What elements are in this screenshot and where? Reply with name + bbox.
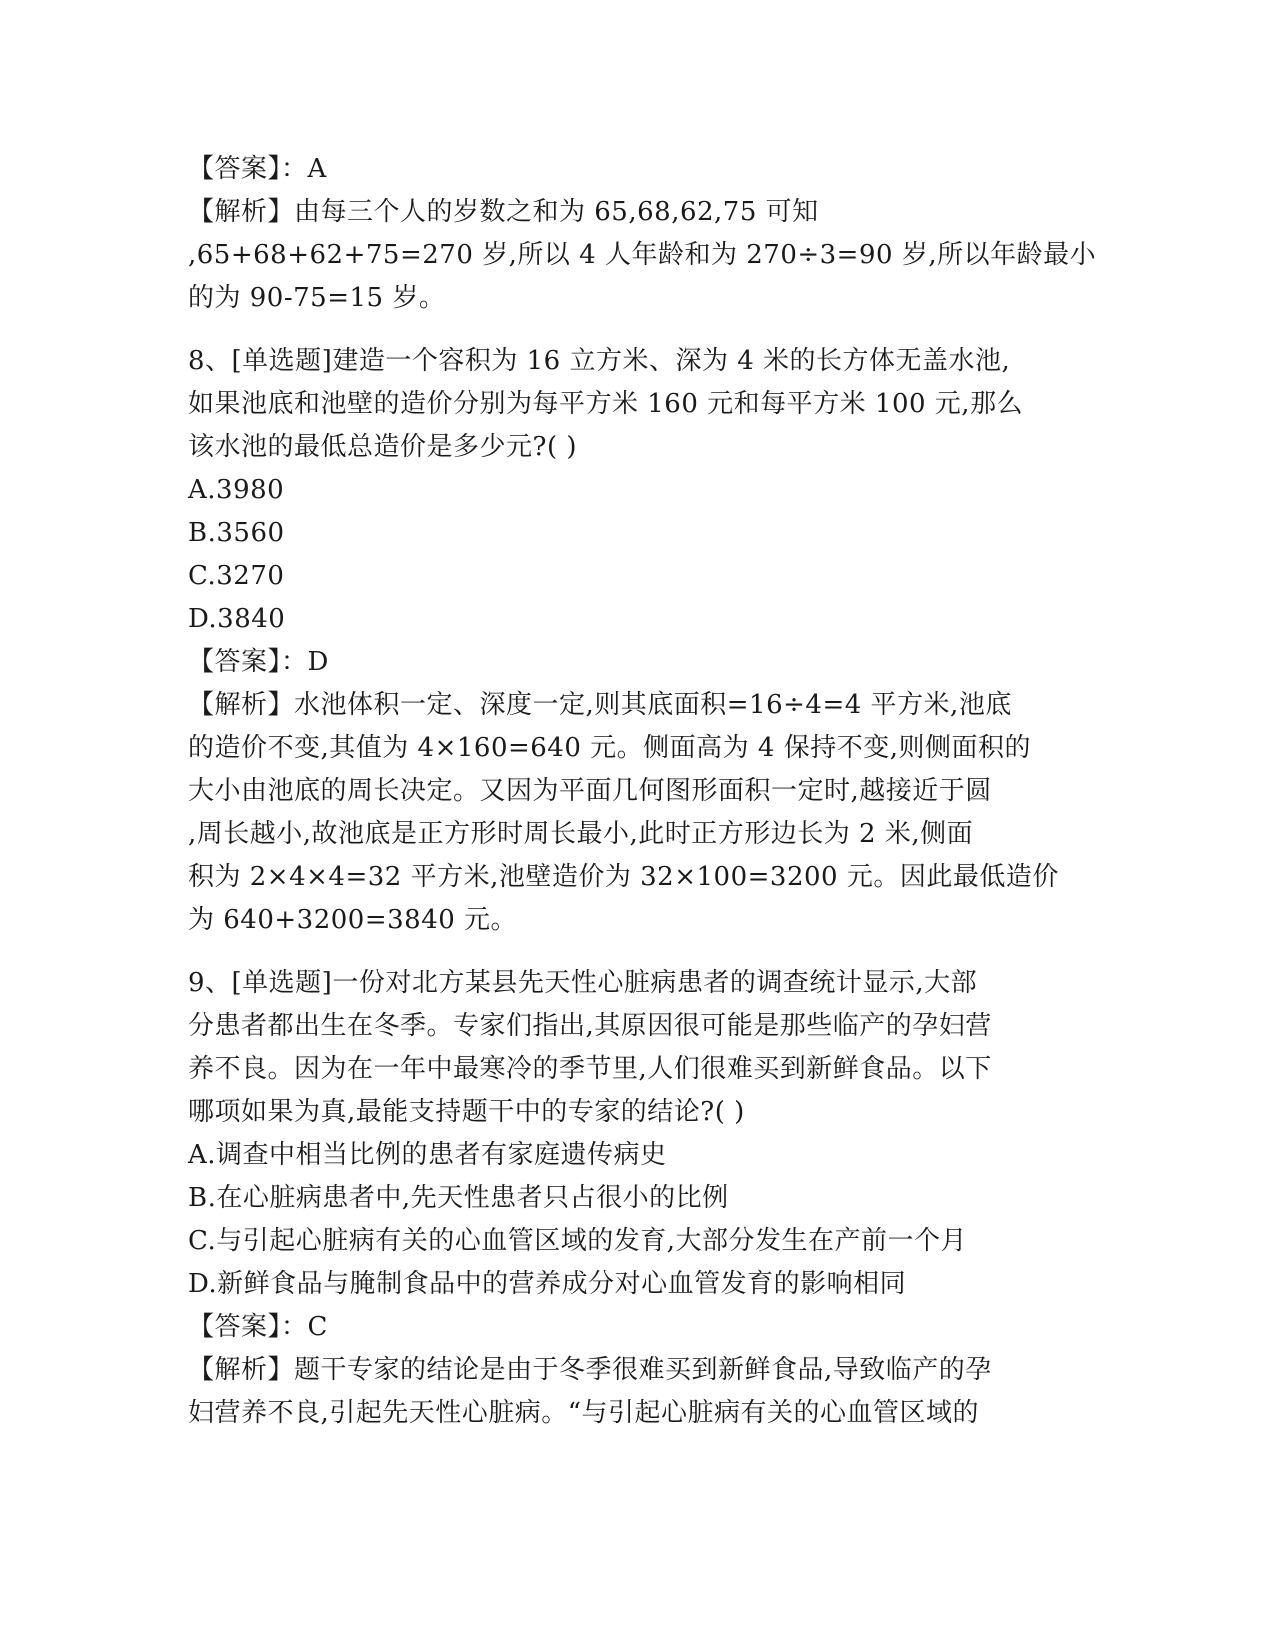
explanation-line: 大小由池底的周长决定。又因为平面几何图形面积一定时,越接近于圆 bbox=[188, 776, 992, 806]
explanation-line: ,周长越小,故池底是正方形时周长最小,此时正方形边长为 2 米,侧面 bbox=[188, 819, 974, 849]
question-line: 分患者都出生在冬季。专家们指出,其原因很可能是那些临产的孕妇营 bbox=[188, 1011, 992, 1041]
explanation-line: 的造价不变,其值为 4×160=640 元。侧面高为 4 保持不变,则侧面积的 bbox=[188, 733, 1031, 763]
question-line: 哪项如果为真,最能支持题干中的专家的结论?( ) bbox=[188, 1097, 745, 1127]
explanation-line: 【解析】水池体积一定、深度一定,则其底面积=16÷4=4 平方米,池底 bbox=[188, 690, 1012, 720]
q9-answer: 【答案】：C bbox=[188, 1312, 328, 1342]
option-b: B.3560 bbox=[188, 518, 285, 548]
q9-explanation bbox=[188, 1349, 1088, 1435]
question-line: 9、[单选题]一份对北方某县先天性心脏病患者的调查统计显示,大部 bbox=[188, 968, 978, 998]
option-b: B.在心脏病患者中,先天性患者只占很小的比例 bbox=[188, 1183, 729, 1213]
question-line: 如果池底和池壁的造价分别为每平方米 160 元和每平方米 100 元,那么 bbox=[188, 389, 1024, 419]
q8-question bbox=[188, 340, 1088, 469]
q8-options bbox=[188, 469, 1088, 641]
explanation-line: 为 640+3200=3840 元。 bbox=[188, 905, 518, 935]
question-line: 养不良。因为在一年中最寒冷的季节里,人们很难买到新鲜食品。以下 bbox=[188, 1054, 992, 1084]
explanation-line: 妇营养不良,引起先天性心脏病。“与引起心脏病有关的心血管区域的 bbox=[188, 1398, 980, 1428]
q7-answer: 【答案】：A bbox=[188, 154, 327, 184]
document-page bbox=[188, 148, 1097, 1435]
explanation-line: 【解析】题干专家的结论是由于冬季很难买到新鲜食品,导致临产的孕 bbox=[188, 1355, 992, 1385]
option-d: D.新鲜食品与腌制食品中的营养成分对心血管发育的影响相同 bbox=[188, 1269, 907, 1299]
q7-explanation bbox=[188, 191, 1097, 320]
q8-explanation bbox=[188, 684, 1088, 942]
explanation-line: 【解析】由每三个人的岁数之和为 65,68,62,75 可知 bbox=[188, 197, 819, 227]
q9-options bbox=[188, 1134, 1088, 1306]
q9-question bbox=[188, 962, 1088, 1134]
question-line: 8、[单选题]建造一个容积为 16 立方米、深为 4 米的长方体无盖水池, bbox=[188, 346, 1011, 376]
question-line: 该水池的最低总造价是多少元?( ) bbox=[188, 432, 577, 462]
option-d: D.3840 bbox=[188, 604, 286, 634]
explanation-line: 积为 2×4×4=32 平方米,池壁造价为 32×100=3200 元。因此最低造价 bbox=[188, 862, 1059, 892]
q8-answer: 【答案】：D bbox=[188, 647, 329, 677]
option-a: A.调查中相当比例的患者有家庭遗传病史 bbox=[188, 1140, 667, 1170]
explanation-line: 的为 90-75=15 岁。 bbox=[188, 283, 446, 313]
option-c: C.3270 bbox=[188, 561, 285, 591]
option-a: A.3980 bbox=[188, 475, 285, 505]
option-c: C.与引起心脏病有关的心血管区域的发育,大部分发生在产前一个月 bbox=[188, 1226, 967, 1256]
explanation-line: ,65+68+62+75=270 岁,所以 4 人年龄和为 270÷3=90 岁,所以年龄最小 bbox=[188, 240, 1097, 270]
